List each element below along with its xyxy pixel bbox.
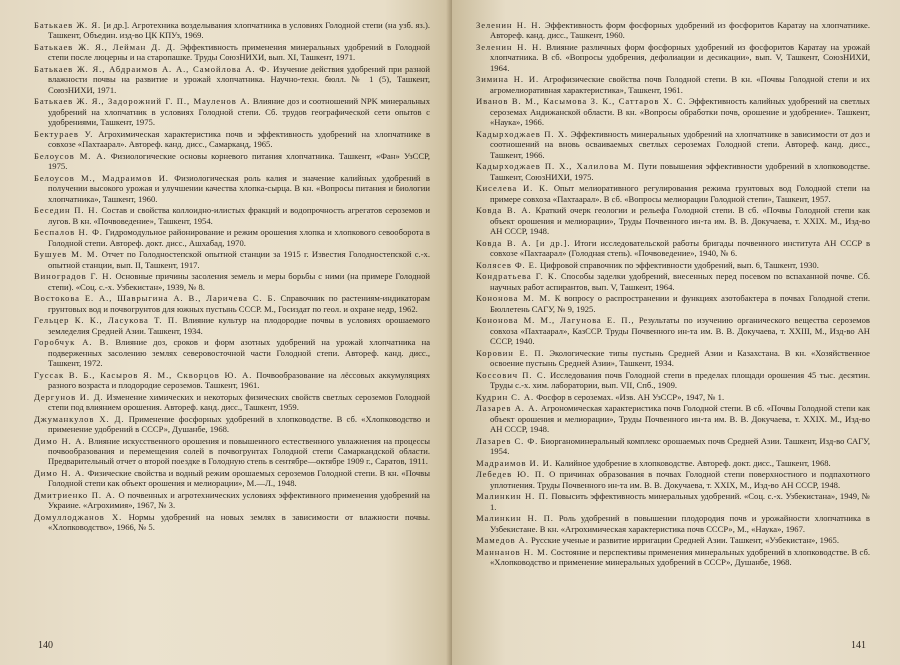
entry-author: Димо Н. А. <box>34 468 85 479</box>
entry-text: Состояние и перспективы применения минеральных удобрений в хлопководстве. В сб. «Хлопководство и применение минеральных удобрений в СССР», Душанбе, 1968. <box>490 546 870 568</box>
entry-text: Пути повышения эффективности удобрений в хлопководстве. Ташкент, СоюзНИХИ, 1975. <box>490 161 871 182</box>
entry-author: Зеленин Н. Н. <box>476 42 543 52</box>
bibliography-entry <box>476 535 870 545</box>
entry-text: Итоги исследовательской работы бригады почвенного института АН СССР в совхозе «Пахтаарал» (Голодная степь). «Почвоведение», 1940, № 6. <box>490 237 870 259</box>
entry-author: Виноградов Г. Н. <box>34 271 113 282</box>
entry-text: О почвенных и агротехнических условиях эффективного применения удобрений на Украине. «Агрохимия», 1967, № 3. <box>48 490 430 511</box>
entry-text: О причинах образования в почвах Голодной степи поверхностного и подпахотного уплотнения. Труды Почвенного ин-та им. В. В. Докучаева, т. XXIX, М., Изд-во АН СССР, 1948. <box>490 469 870 490</box>
bibliography-entry <box>476 513 870 534</box>
bibliography-entry <box>34 173 430 204</box>
bibliography-entry <box>34 370 430 391</box>
bibliography-entry <box>476 20 870 41</box>
entry-author: Кудрин С. А. <box>476 391 535 402</box>
entry-text: Физиологическая роль калия и значение калийных удобрений в получении высокого урожая и улучшении качества хлопка-сырца. В кн. «Вопросы питания и биологии хлопчатника», Ташкент, 1960. <box>48 172 430 204</box>
bibliography-entry <box>34 436 430 467</box>
bibliography-entry <box>476 547 870 568</box>
entry-text: Калийное удобрение в хлопководстве. Автореф. докт. дисс., Ташкент, 1968. <box>555 457 831 468</box>
entry-author: Белоусов М., Мадраимов И. <box>34 172 169 183</box>
entry-text: Влияние доз и соотношений NPK минеральных удобрений на хлопчатник в условиях Голодной степи. Сб. трудов географической сети опытов с удобрениями, Ташкент, 1975. <box>48 96 430 128</box>
entry-text: Способы заделки удобрений, внесенных перед посевом по вспаханной почве. Сб. научных работ аспирантов, вып. V, Ташкент, 1964. <box>490 271 870 292</box>
bibliography-entry <box>34 512 430 533</box>
entry-author: Джуманкулов Х. Д. <box>34 413 125 424</box>
bibliography-entry <box>476 161 870 182</box>
entry-author: Мамедов А. <box>476 535 529 546</box>
bibliography-entry <box>34 205 430 226</box>
bibliography-entry <box>34 129 430 150</box>
entry-author: Малинкин Н. П. <box>476 513 554 524</box>
entry-text: Экологические типы пустынь Средней Азии и Казахстана. В кн. «Хозяйственное освоение пустынь Средней Азии», Ташкент, 1934. <box>490 347 870 369</box>
entry-author: Дмитриенко П. А. <box>34 490 116 501</box>
entry-author: Батькаев Ж. Я. <box>34 20 102 30</box>
entry-author: Горобчук А. В. <box>34 337 110 348</box>
bibliography-entry <box>476 42 870 73</box>
entry-author: Гельцер К. К., Ласукова Т. П. <box>34 315 178 326</box>
entry-author: Батькаев Ж. Я., Задорожний Г. П., Мауленов А. <box>34 96 251 107</box>
bibliography-entry <box>34 315 430 336</box>
right-page <box>452 0 900 665</box>
entry-text: Краткий очерк геологии и рельефа Голодной степи. В сб. «Почвы Голодной степи как объект орошения и мелиорации», Труды Почвенного ин-та им. В. В. Докучаева, т. XXIX. М., Изд-во АН СССР, 1948. <box>490 205 870 237</box>
entry-author: Колясев Ф. Е. <box>476 259 538 270</box>
bibliography-entry <box>34 337 430 368</box>
entry-text: Опыт мелиоративного регулирования режима грунтовых вод Голодной степи на примере совхоза «Пахтаарал». В сб. «Вопросы мелиорации Голодной степи», Ташкент, 1957. <box>490 183 870 204</box>
bibliography-entry <box>34 64 430 95</box>
bibliography-entry <box>34 468 430 489</box>
entry-text: Агрохимическая характеристика почв и эффективность удобрений на хлопчатнике в совхозе «Пахтаарал». Автореф. канд. дисс., Самарканд, 1965. <box>48 128 430 150</box>
entry-text: Влияние различных форм фосфорных удобрений из фосфоритов Каратау на урожай хлопчатника. В сб. «Вопросы удобрения, дефолиации и десикации», вып. V, Ташкент, СоюзНИХИ, 1964. <box>490 42 870 73</box>
entry-text: Изменение химических и некоторых физических свойств светлых сероземов Голодной степи под влиянием орошения. Автореф. канд. дисс., Ташкент, 1959. <box>48 391 430 413</box>
entry-author: Коссович П. С. <box>476 369 547 380</box>
entry-author: Батькаев Ж. Я., Лейман Д. Д. <box>34 42 176 52</box>
entry-author: Лазарев С. Ф. <box>476 435 539 446</box>
bibliography-entry <box>34 392 430 413</box>
entry-author: Маннанов Н. М. <box>476 546 549 557</box>
bibliography-entry <box>476 491 870 512</box>
bibliography-entry <box>34 20 430 41</box>
bibliography-entry <box>476 370 870 391</box>
entry-text: Основные причины засоления земель и меры борьбы с ними (на примере Голодной степи). «Соц. с.-х. Узбекистан», 1939, № 8. <box>48 271 430 292</box>
entry-author: Кадырходжаев П. Х. <box>476 128 569 139</box>
bibliography-entry <box>476 315 870 346</box>
entry-text: Агрофизические свойства почв Голодной степи. В кн. «Почвы Голодной степи и их агромелиоративная характеристика», Ташкент, 1961. <box>490 74 871 95</box>
entry-author: Кондратьева Г. К. <box>476 271 558 282</box>
entry-text: Применение фосфорных удобрений в хлопководстве. В сб. «Хлопководство и применение удобрений в СССР», Душанбе, 1968. <box>48 413 430 435</box>
entry-text: К вопросу о распространении и функциях азотобактера в почвах Голодной степи. Бюллетень САГУ, № 9, 1925. <box>490 293 870 314</box>
entry-author: Ковда В. А. [и др.]. <box>476 237 571 248</box>
entry-text: Роль удобрений в повышении плодородия почв и урожайности хлопчатника в Узбекистане. В кн. «Агрохимическая характеристика почв СССР», М., «Наука», 1967. <box>490 513 870 534</box>
entry-text: Исследования почв Голодной степи в пределах площади орошения 45 тыс. десятин. Труды с.-х. хим. лаборатории, вып. VII, Спб., 1909. <box>490 369 870 391</box>
entry-text: Физиологические основы корневого питания хлопчатника. Ташкент, «Фан» УзССР, 1975. <box>48 150 430 172</box>
entry-author: Коровин Е. П. <box>476 347 545 358</box>
entry-author: Бектураев У. <box>34 128 94 139</box>
entry-text: Цифровой справочник по эффективности удобрений, вып. 6, Ташкент, 1930. <box>540 259 819 270</box>
left-bibliography-list <box>34 20 430 533</box>
entry-text: Гидромодульное районирование и режим орошения хлопка и хлопкового севооборота в Голодной степи. Автореф. докт. дисс., Ашхабад, 1970. <box>48 227 430 248</box>
entry-author: Малинкин Н. П. <box>476 491 549 502</box>
entry-text: Агрономическая характеристика почв Голодной степи. В сб. «Почвы Голодной степи как объект орошения и мелиорации», Труды Почвенного ин-та им. В. В. Докучаева, т. XXIX. М., Изд-во АН СССР, 1948. <box>490 403 870 435</box>
entry-text: Фосфор в сероземах. «Изв. АН УзССР», 1947, № 1. <box>536 391 725 402</box>
bibliography-entry <box>476 348 870 369</box>
entry-author: Дергунов И. Д. <box>34 391 104 402</box>
entry-author: Домуллоджанов Х. <box>34 512 123 523</box>
entry-text: Эффективность форм фосфорных удобрений из фосфоритов Каратау на хлопчатнике. Автореф. канд. дисс., Ташкент, 1960. <box>490 20 870 41</box>
bibliography-entry <box>34 414 430 435</box>
entry-text: Эффективность применения минеральных удобрений в Голодной степи после люцерны и на старопашке. Труды СоюзНИХИ, вып. XI, Ташкент, 1971. <box>48 42 430 63</box>
bibliography-entry <box>476 129 870 160</box>
bibliography-entry <box>34 42 430 63</box>
entry-text: Эффективность минеральных удобрений на хлопчатнике в зависимости от доз и соотношений на вновь осваиваемых светлых сероземах Голодной степи. Автореф. канд. дисс., Ташкент, 1966. <box>490 128 870 160</box>
entry-author: Гуссак В. Б., Касыров Я. М., Скворцов Ю. А. <box>34 369 253 380</box>
bibliography-entry <box>476 392 870 402</box>
entry-text: Изучение действия удобрений при разной влажности почвы на развитие и урожай хлопчатника. Научно-техн. бюлл. № 1 (5), Ташкент, СоюзНИХИ, 1971. <box>48 64 430 95</box>
entry-author: Беспалов Н. Ф. <box>34 227 103 238</box>
entry-author: Батькаев Ж. Я., Абдраимов А. А., Самойлова А. Ф. <box>34 64 271 74</box>
entry-text: [и др.]. Агротехника возделывания хлопчатника в условиях Голодной степи (на узб. яз.). Ташкент, Объедин. изд-во ЦК КПУз, 1969. <box>48 20 430 41</box>
entry-author: Беседин П. Н. <box>34 205 99 216</box>
left-page-number: 140 <box>38 640 53 651</box>
entry-text: Отчет по Голодностепской опытной станции за 1915 г. Известия Голодностепской с.-х. опытной станции, вып. II, Ташкент, 1917. <box>48 249 430 270</box>
bibliography-entry <box>476 403 870 434</box>
entry-text: Влияние культур на плодородие почвы в условиях орошаемого земледелия Средней Азии. Ташкент, 1934. <box>48 315 430 336</box>
bibliography-entry <box>34 490 430 511</box>
entry-text: Влияние искусственного орошения и повышенного естественного увлажнения на процессы почвообразования и перемещения солей в почвогрунтах Голодной степи Самаркандской области. Предварительный отчет о второй поездке в Голодную степь в сентябре—октябре 1909 г., Саратов, 1911. <box>48 435 431 467</box>
entry-text: Русские ученые и развитие ирригации Средней Азии. Ташкент, «Узбекистан», 1965. <box>530 535 839 546</box>
bibliography-entry <box>476 469 870 490</box>
bibliography-entry <box>34 151 430 172</box>
entry-author: Зимина Н. И. <box>476 74 540 85</box>
entry-author: Кадырходжаев П. Х., Халилова М. <box>476 161 635 172</box>
bibliography-entry <box>34 96 430 127</box>
bibliography-entry <box>476 271 870 292</box>
entry-author: Кононова М. М. <box>476 293 551 304</box>
bibliography-entry <box>34 227 430 248</box>
entry-author: Ковда В. А. <box>476 205 532 216</box>
entry-text: Физические свойства и водный режим орошаемых сероземов Голодной степи. В кн. «Почвы Голодной степи как объект орошения и мелиорации», М.—Л., 1948. <box>48 468 431 489</box>
entry-author: Бушуев М. М. <box>34 249 99 260</box>
entry-author: Белоусов М. А. <box>34 150 107 161</box>
bibliography-entry <box>476 238 870 259</box>
bibliography-entry <box>34 293 430 314</box>
entry-text: Эффективность калийных удобрений на светлых сероземах Андижанской области. В кн. «Вопросы обработки почв, орошение и удобрение». Ташкент, «Наука», 1966. <box>490 96 870 128</box>
bibliography-entry <box>476 293 870 314</box>
entry-text: Результаты по изучению органического вещества сероземов совхоза «Пахтаарал», КазССР. Труды Почвенного ин-та им. В. В. Докучаева, т. XXIII, М., Изд-во АН СССР, 1940. <box>490 315 870 347</box>
entry-author: Востокова Е. А., Шаврыгина А. В., Ларичева С. Б. <box>34 293 277 304</box>
bibliography-entry <box>476 436 870 457</box>
entry-text: Нормы удобрений на новых землях в зависимости от влажности почвы. «Хлопководство», 1966, № 5. <box>48 512 431 533</box>
entry-author: Мадраимов И. И. <box>476 457 553 468</box>
bibliography-entry <box>476 96 870 127</box>
entry-author: Иванов В. М., Касымова З. К., Саттаров Х. С. <box>476 96 687 107</box>
bibliography-entry <box>476 205 870 236</box>
bibliography-entry <box>476 183 870 204</box>
entry-author: Киселева И. К. <box>476 183 549 194</box>
bibliography-entry <box>476 74 870 95</box>
entry-text: Биорганоминеральный комплекс орошаемых почв Средней Азии. Ташкент, Изд-во САГУ, 1954. <box>490 435 871 457</box>
entry-author: Кононова М. М., Лагунова Е. П., <box>476 315 635 326</box>
bibliography-entry <box>34 249 430 270</box>
entry-text: Состав и свойства коллоидно-илистых фракций и водопрочность агрегатов сероземов и лугов. В кн. «Почвоведение», Ташкент, 1954. <box>48 205 430 226</box>
right-page-number: 141 <box>851 640 866 651</box>
right-bibliography-list <box>476 20 870 568</box>
bibliography-entry <box>476 260 870 270</box>
bibliography-entry <box>476 458 870 468</box>
entry-text: Почвообразование на лёссовых аккумуляциях разного возраста и плодородие сероземов. Ташкент, 1961. <box>48 369 430 391</box>
entry-text: Повысить эффективность минеральных удобрений. «Соц. с.-х. Узбекистана», 1949, № 1. <box>490 491 871 512</box>
entry-author: Лазарев А. А. <box>476 403 539 414</box>
entry-author: Димо Н. А. <box>34 435 86 446</box>
entry-text: Влияние доз, сроков и форм азотных удобрений на урожай хлопчатника на подверженных засолению землях северовосточной части Голодной степи. Автореф. канд. дисс., Ташкент, 1972. <box>48 337 431 369</box>
bibliography-entry <box>34 271 430 292</box>
entry-text: Справочник по растениям-индикаторам грунтовых вод и почвогрунтов для южных пустынь СССР. М., Госиздат по геол. и охране недр, 1962. <box>48 293 430 314</box>
entry-author: Лебедев Ю. П. <box>476 469 546 480</box>
entry-author: Зеленин Н. Н. <box>476 20 542 30</box>
